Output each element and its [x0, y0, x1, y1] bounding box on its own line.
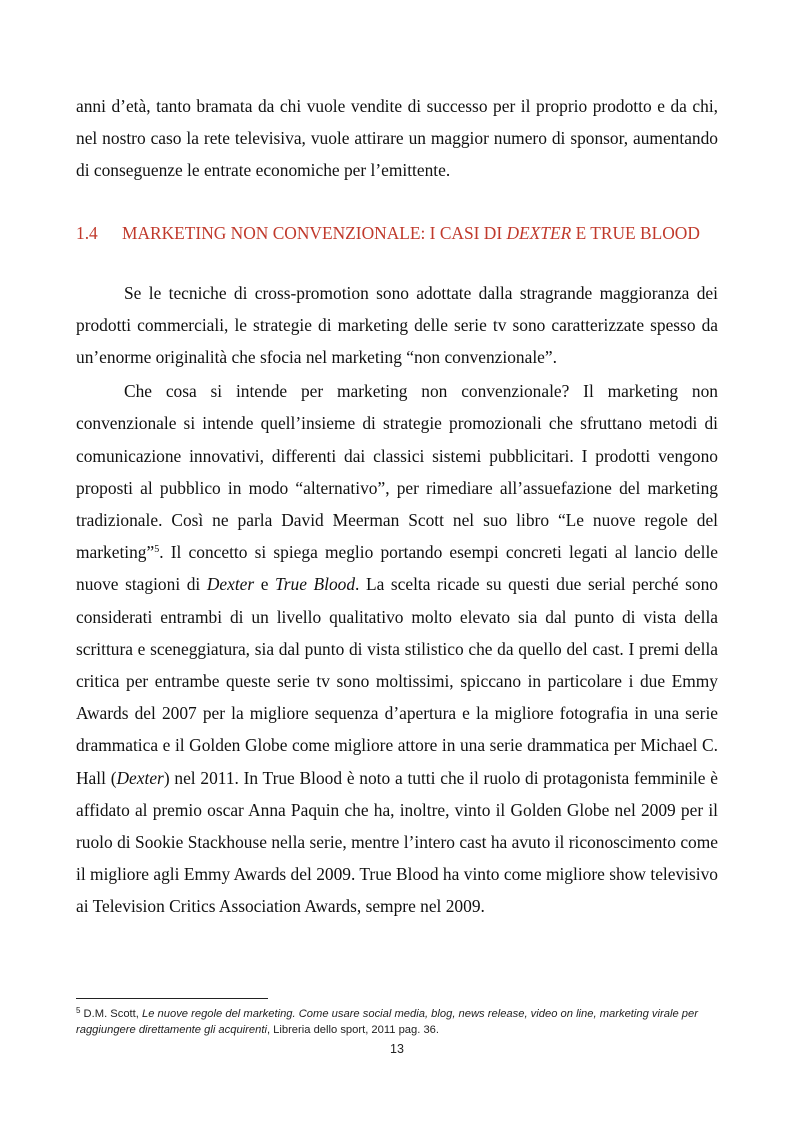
footnote-author: D.M. Scott,	[80, 1008, 142, 1020]
section-title-italic: DEXTER	[506, 222, 572, 243]
paragraph-2-part-d: . La scelta ricade su questi due serial perché sono considerati entrambi di un livello qualitativo molto elevato sia dal punto di vista della scrittura e sceneggiatura, sia dal punto di vista stilistico che da quello del cast. I premi della critica per entrambe queste serie tv sono moltissimi, spiccano in particolare i due Emmy Awards del 2007 per la migliore sequenza d’apertura e la migliore fotografia in una serie drammatica e il Golden Globe come migliore attore in una serie drammatica per Michael C. Hall (	[76, 574, 718, 788]
page-number: 13	[390, 1042, 404, 1056]
footnote-separator	[76, 998, 268, 999]
section-title-after: E TRUE BLOOD	[571, 222, 700, 243]
footnote-rest: , Libreria dello sport, 2011 pag. 36.	[266, 1024, 440, 1036]
paragraph-1: Se le tecniche di cross-promotion sono adottate dalla stragrande maggioranza dei prodotti commerciali, le strategie di marketing delle serie tv sono caratterizzate spesso da un’enorme originalità che sfocia nel marketing “non convenzionale”.	[76, 282, 718, 368]
footnote-number: 5	[76, 1006, 81, 1015]
paragraph-2-part-a: Che cosa si intende per marketing non convenzionale? Il marketing non convenzionale si intende quell’insieme di strategie promozionali che sfruttano metodi di comunicazione innovativi, differenti dai classici sistemi pubblicitari. I prodotti vengono proposti al pubblico in modo “alternativo”, per rimediare all’assuefazione del marketing tradizionale. Così ne parla David Meerman Scott nel suo libro “Le nuove regole del marketing”	[76, 381, 718, 563]
show-title-dexter-2: Dexter	[116, 767, 164, 788]
paragraph-2-part-e: ) nel 2011. In True Blood è noto a tutti che il ruolo di protagonista femminile è affidato al premio oscar Anna Paquin che ha, inoltre, vinto il Golden Globe nel 2009 per il ruolo di Sookie Stackhouse nella serie, mentre l’intero cast ha avuto il riconoscimento come il migliore agli Emmy Awards del 2009. True Blood ha vinto come migliore show televisivo ai Television Critics Association Awards, sempre nel 2009.	[76, 767, 718, 917]
section-heading	[76, 217, 718, 249]
footnote-reference[interactable]: 5	[154, 544, 160, 556]
paragraph-2-part-b: . Il concetto si spiega meglio portando esempi concreti legati al lancio delle nuove stagioni di	[76, 542, 718, 595]
paragraph-2-part-c: e	[254, 574, 276, 595]
intro-paragraph: anni d’età, tanto bramata da chi vuole vendite di successo per il proprio prodotto e da chi, nel nostro caso la rete televisiva, vuole attirare un maggior numero di sponsor, aumentando di conseguenze le entrate economiche per l’emittente.	[76, 96, 718, 181]
footnote	[76, 1006, 716, 1038]
page-body	[76, 90, 718, 923]
paragraph-2	[76, 375, 718, 922]
show-title-true-blood: True Blood	[275, 574, 356, 595]
show-title-dexter: Dexter	[206, 574, 255, 595]
footnote-book-title: Le nuove regole del marketing. Come usare social media, blog, news release, video on line, marketing virale per raggiungere direttamente gli acquirenti	[76, 1008, 698, 1036]
section-number: 1.4	[76, 222, 98, 243]
section-title-before: MARKETING NON CONVENZIONALE: I CASI DI	[122, 222, 507, 243]
